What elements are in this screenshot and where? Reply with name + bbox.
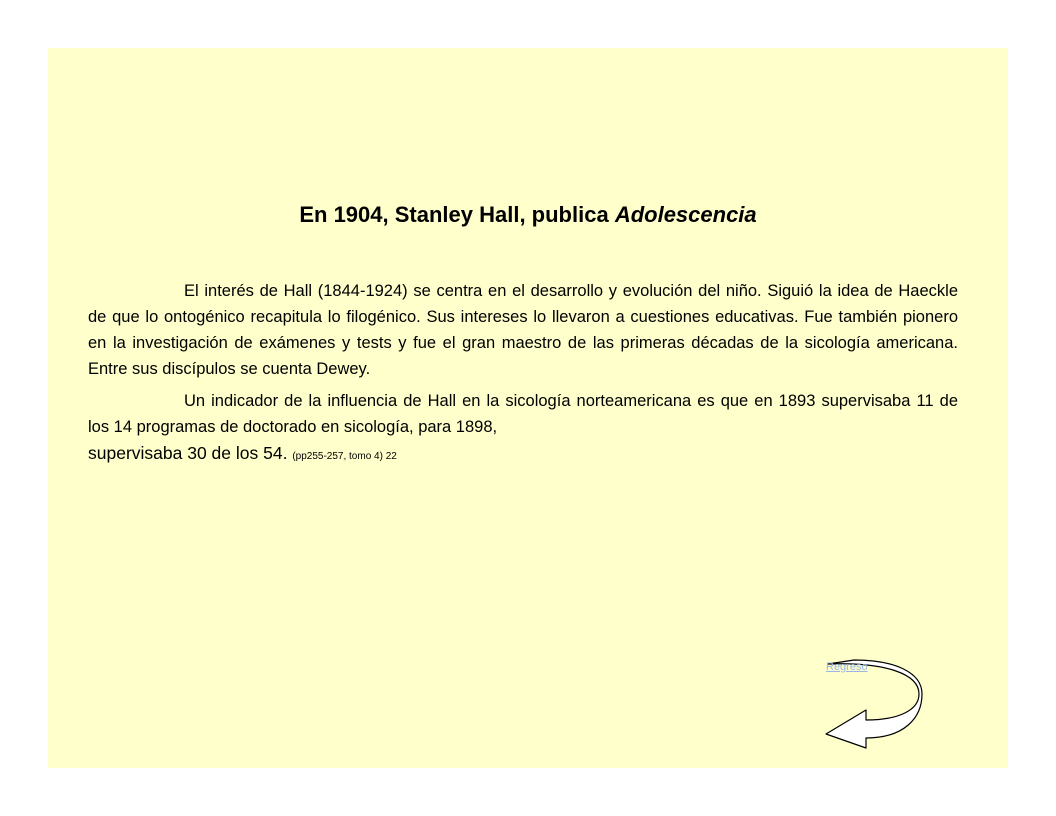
slide bbox=[48, 48, 1008, 768]
paragraph-influence-text: Un indicador de la influencia de Hall en la sicología norteamericana es que en 1893 supervisaba 11 de los 14 programas de doctorado en sicología, para 1898, bbox=[88, 392, 958, 436]
slide-title bbox=[48, 202, 1008, 228]
paragraph-hall-influence bbox=[88, 388, 958, 470]
back-link[interactable]: Regreso bbox=[826, 661, 868, 673]
slide-body bbox=[88, 278, 958, 470]
citation: (pp255-257, tomo 4) 22 bbox=[292, 451, 397, 462]
title-book-name: Adolescencia bbox=[614, 202, 757, 227]
paragraph-influence-last-line: supervisaba 30 de los 54. bbox=[88, 443, 293, 463]
paragraph-hall-interests: El interés de Hall (1844-1924) se centra en el desarrollo y evolución del niño. Siguió la idea de Haeckle de que lo ontogénico recapitula lo filogénico. Sus intereses lo llevaron a cuestiones educativas. Fue también pionero en la investigación de exámenes y tests y fue el gran maestro de las primeras décadas de la sicología americana. Entre sus discípulos se cuenta Dewey. bbox=[88, 282, 958, 378]
title-text: En 1904, Stanley Hall, publica bbox=[299, 202, 615, 227]
